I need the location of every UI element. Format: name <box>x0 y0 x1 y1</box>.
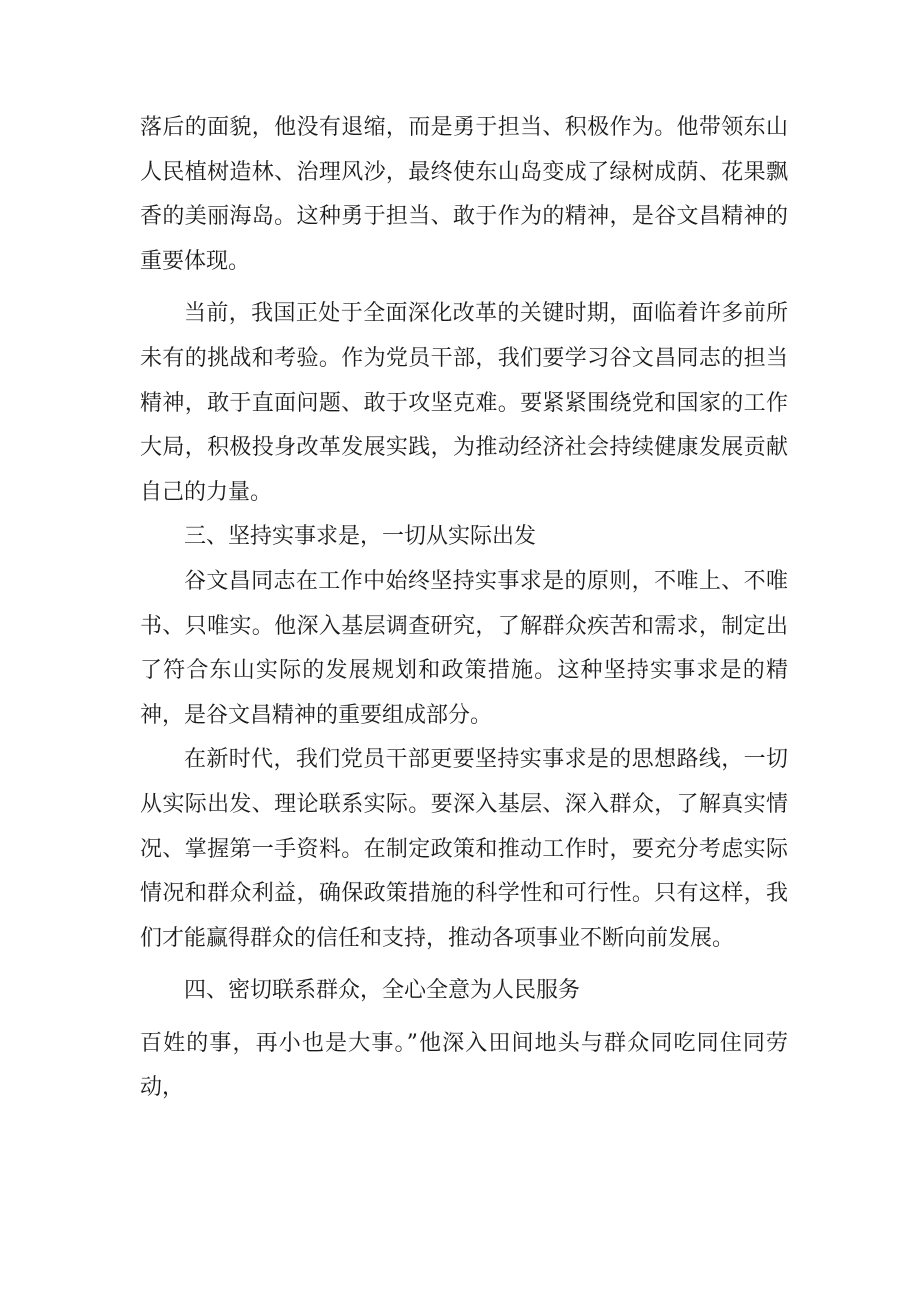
paragraph-continuation-top: 落后的面貌，他没有退缩，而是勇于担当、积极作为。他带领东山人民植树造林、治理风沙，最终使东山岛变成了绿树成荫、花果飘香的美丽海岛。这种勇于担当、敢于作为的精神，是谷文昌精神的重要体现。 <box>140 115 788 274</box>
paragraph-gap <box>140 284 788 292</box>
section-heading-three: 三、坚持实事求是，一切从实际出发 <box>184 524 537 550</box>
paragraph-new-era: 在新时代，我们党员干部更要坚持实事求是的思想路线，一切从实际出发、理论联系实际。要深入基层、深入群众，了解真实情况、掌握第一手资料。在制定政策和推动工作时，要充分考虑实际情况和群众利益，确保政策措施的科学性和可行性。只有这样，我们才能赢得群众的信任和支持，推动各项事业不断向前发展。 <box>140 747 788 951</box>
paragraph-seek-truth: 谷文昌同志在工作中始终坚持实事求是的原则，不唯上、不唯书、只唯实。他深入基层调查研究，了解群众疾苦和需求，制定出了符合东山实际的发展规划和政策措施。这种坚持实事求是的精神，是谷文昌精神的重要组成部分。 <box>140 568 788 728</box>
paragraph-gap <box>140 961 788 969</box>
section-heading-four: 四、密切联系群众，全心全意为人民服务 <box>184 978 581 1004</box>
paragraph-gap <box>140 1014 788 1022</box>
document-body <box>140 106 788 1111</box>
paragraph-continuation-bottom: 百姓的事，再小也是大事。”他深入田间地头与群众同吃同住同劳动， <box>140 1030 788 1101</box>
paragraph-reform: 当前，我国正处于全面深化改革的关键时期，面临着许多前所未有的挑战和考验。作为党员干部，我们要学习谷文昌同志的担当精神，敢于直面问题、敢于攻坚克难。要紧紧围绕党和国家的工作大局，积极投身改革发展实践，为推动经济社会持续健康发展贡献自己的力量。 <box>140 301 788 505</box>
